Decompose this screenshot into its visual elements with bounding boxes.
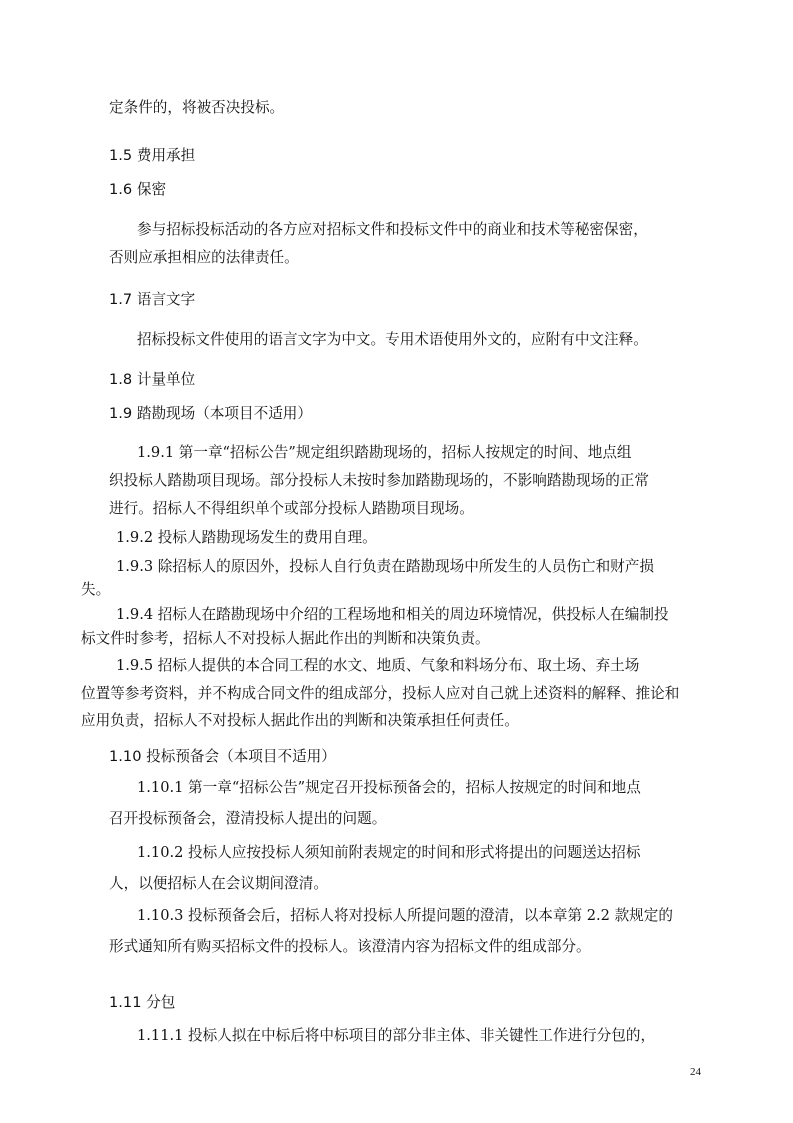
- section-heading: 1.9 踏勘现场（本项目不适用）: [109, 405, 312, 422]
- section-heading: 1.7 语言文字: [109, 291, 196, 308]
- text-line: 1.9.4 招标人在踏勘现场中介绍的工程场地和相关的周边环境情况，供投标人在编制投: [116, 606, 669, 623]
- section-heading: 1.8 计量单位: [109, 371, 196, 388]
- section-heading: 1.11 分包: [109, 994, 176, 1011]
- text-line: 失。: [81, 581, 111, 598]
- text-line: 1.10.1 第一章“招标公告”规定召开投标预备会的，招标人按规定的时间和地点: [137, 779, 641, 796]
- text-line: 标文件时参考，招标人不对投标人据此作出的判断和决策负责。: [81, 630, 490, 647]
- text-line: 1.9.5 招标人提供的本合同工程的水文、地质、气象和料场分布、取土场、弃土场: [116, 657, 640, 674]
- text-line: 参与招标投标活动的各方应对招标文件和投标文件中的商业和技术等秘密保密，: [137, 221, 648, 238]
- section-heading: 1.5 费用承担: [109, 147, 196, 164]
- text-line: 1.9.2 投标人踏勘现场发生的费用自理。: [116, 529, 377, 546]
- text-line: 进行。招标人不得组织单个或部分投标人踏勘项目现场。: [109, 500, 474, 517]
- text-line: 召开投标预备会，澄清投标人提出的问题。: [109, 810, 387, 827]
- page-number: 24: [690, 1066, 701, 1078]
- text-line: 形式通知所有购买招标文件的投标人。该澄清内容为招标文件的组成部分。: [109, 938, 591, 955]
- section-heading: 1.6 保密: [109, 181, 167, 198]
- text-line: 1.10.3 投标预备会后，招标人将对投标人所提问题的澄清，以本章第 2.2 款规定的: [137, 907, 673, 924]
- text-line: 1.10.2 投标人应按投标人须知前附表规定的时间和形式将提出的问题送达招标: [137, 844, 641, 861]
- text-line: 招标投标文件使用的语言文字为中文。专用术语使用外文的，应附有中文注释。: [137, 331, 648, 348]
- section-heading: 1.10 投标预备会（本项目不适用）: [109, 748, 336, 765]
- text-line: 位置等参考资料，并不构成合同文件的组成部分，投标人应对自己就上述资料的解释、推论和: [81, 685, 680, 702]
- text-line: 1.9.1 第一章“招标公告”规定组织踏勘现场的，招标人按规定的时间、地点组: [137, 444, 632, 461]
- text-line: 1.9.3 除招标人的原因外，投标人自行负责在踏勘现场中所发生的人员伤亡和财产损: [116, 558, 654, 575]
- text-line: 织投标人踏勘项目现场。部分投标人未按时参加踏勘现场的，不影响踏勘现场的正常: [109, 472, 649, 489]
- text-line: 定条件的，将被否决投标。: [109, 99, 285, 116]
- text-line: 人，以便招标人在会议期间澄清。: [109, 875, 328, 892]
- text-line: 否则应承担相应的法律责任。: [109, 249, 299, 266]
- text-line: 1.11.1 投标人拟在中标后将中标项目的部分非主体、非关键性工作进行分包的，: [137, 1027, 656, 1044]
- text-line: 应用负责，招标人不对投标人据此作出的判断和决策承担任何责任。: [81, 712, 519, 729]
